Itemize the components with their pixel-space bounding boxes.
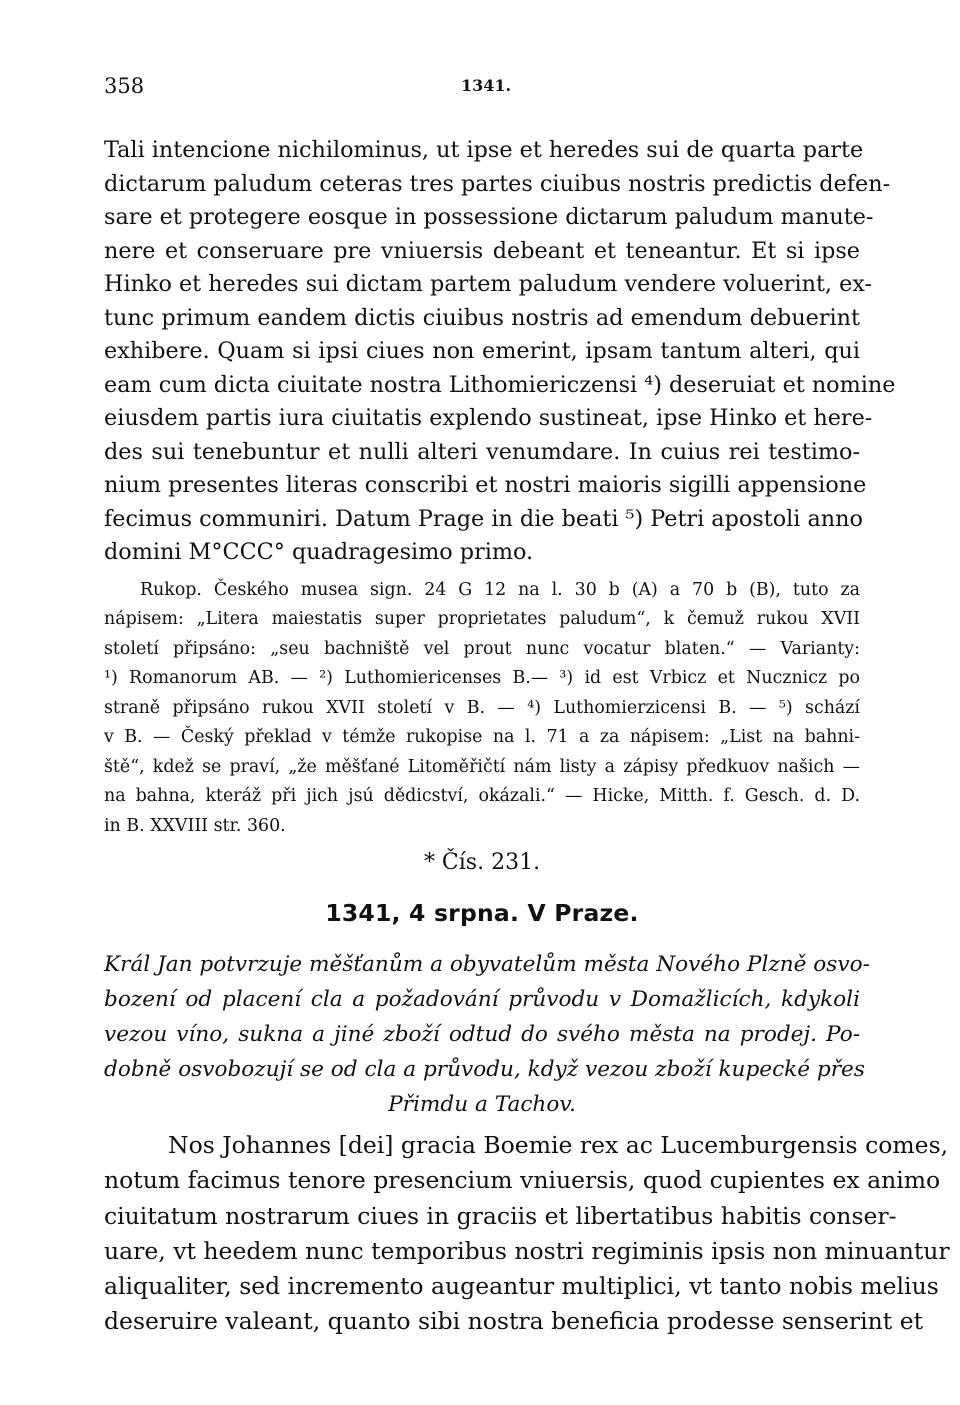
note-line: nápisem: „Litera maiestatis super proprietates paludum“, k čemuž rukou XVII xyxy=(104,609,860,629)
main-text-line: exhibere. Quam si ipsi ciues non emerint, ipsam tantum alteri, qui xyxy=(104,338,860,364)
body-text-line: deseruire valeant, quanto sibi nostra beneficia prodesse senserint et xyxy=(104,1307,924,1335)
body-text-line: ciuitatum nostrarum ciues in graciis et libertatibus habitis conser- xyxy=(104,1202,897,1230)
note-line: století připsáno: „seu bachniště vel prout nunc vocatur blaten.“ — Varianty: xyxy=(104,639,860,659)
main-text-line: tunc primum eandem dictis ciuibus nostris ad emendum debuerint xyxy=(104,305,860,331)
page-header xyxy=(104,74,864,104)
regest-line: bození od placení cla a požadování průvodu v Domažlicích, kdykoli xyxy=(104,987,860,1012)
body-text-line: notum facimus tenore presencium vniuersis, quod cupientes ex animo xyxy=(104,1166,941,1194)
note-line: Rukop. Českého musea sign. 24 G 12 na l. 30 b (A) a 70 b (B), tuto za xyxy=(140,580,860,600)
note-line: v B. — Český překlad v témže rukopise na l. 71 a za nápisem: „List na bahni- xyxy=(104,727,860,747)
note-line: in B. XXVIII str. 360. xyxy=(104,816,286,836)
note-line: ště“, kdež se praví, „že měšťané Litoměřičtí nám listy a zápisy předkuov našich — xyxy=(104,757,860,777)
body-text-line: uare, vt heedem nunc temporibus nostri regiminis ipsis non minuantur xyxy=(104,1237,950,1265)
main-text-line: des sui tenebuntur et nulli alteri venumdare. In cuius rei testimo- xyxy=(104,439,860,465)
note-line: straně připsáno rukou XVII století v B. — ⁴) Luthomierzicensi B. — ⁵) schází xyxy=(104,698,860,718)
main-text-line: fecimus communiri. Datum Prage in die beati ⁵) Petri apostoli anno xyxy=(104,506,863,532)
body-text-line: aliqualiter, sed incremento augeantur multiplici, vt tanto nobis melius xyxy=(104,1272,939,1300)
regest-line: vezou víno, sukna a jiné zboží odtud do svého města na prodej. Po- xyxy=(104,1022,860,1047)
regest-line: Král Jan potvrzuje měšťanům a obyvatelům města Nového Plzně osvo- xyxy=(104,952,870,977)
document-date: 1341, 4 srpna. V Praze. xyxy=(325,899,639,927)
running-head: 1341. xyxy=(461,76,512,95)
regest-line: dobně osvobozují se od cla a průvodu, když vezou zboží kupecké přes xyxy=(104,1057,865,1082)
main-text-line: nere et conseruare pre vniuersis debeant et teneantur. Et si ipse xyxy=(104,238,860,264)
note-line: na bahna, kteráž při jich jsú dědicství, okázali.“ — Hicke, Mitth. f. Gesch. d. D. xyxy=(104,786,860,806)
main-text-line: eiusdem partis iura ciuitatis explendo sustineat, ipse Hinko et here- xyxy=(104,405,873,431)
main-text-line: Tali intencione nichilominus, ut ipse et heredes sui de quarta parte xyxy=(104,137,864,163)
main-text-line: eam cum dicta ciuitate nostra Lithomiericzensi ⁴) deseruiat et nomine xyxy=(104,372,896,398)
main-text-line: dictarum paludum ceteras tres partes ciuibus nostris predictis defen- xyxy=(104,171,891,197)
regest-line: Přimdu a Tachov. xyxy=(388,1092,576,1117)
main-text-line: domini M°CCC° quadragesimo primo. xyxy=(104,539,534,565)
main-text-line: Hinko et heredes sui dictam partem paludum vendere voluerint, ex- xyxy=(104,271,873,297)
body-text-line: Nos Johannes [dei] gracia Boemie rex ac Lucemburgensis comes, xyxy=(168,1131,949,1159)
page-number: 358 xyxy=(104,74,145,98)
note-line: ¹) Romanorum AB. — ²) Luthomiericenses B.— ³) id est Vrbicz et Nucznicz po xyxy=(104,668,860,688)
main-text-line: sare et protegere eosque in possessione dictarum paludum manute- xyxy=(104,204,874,230)
main-text-line: nium presentes literas conscribi et nostri maioris sigilli appensione xyxy=(104,472,867,498)
document-number: * Čís. 231. xyxy=(423,850,541,875)
